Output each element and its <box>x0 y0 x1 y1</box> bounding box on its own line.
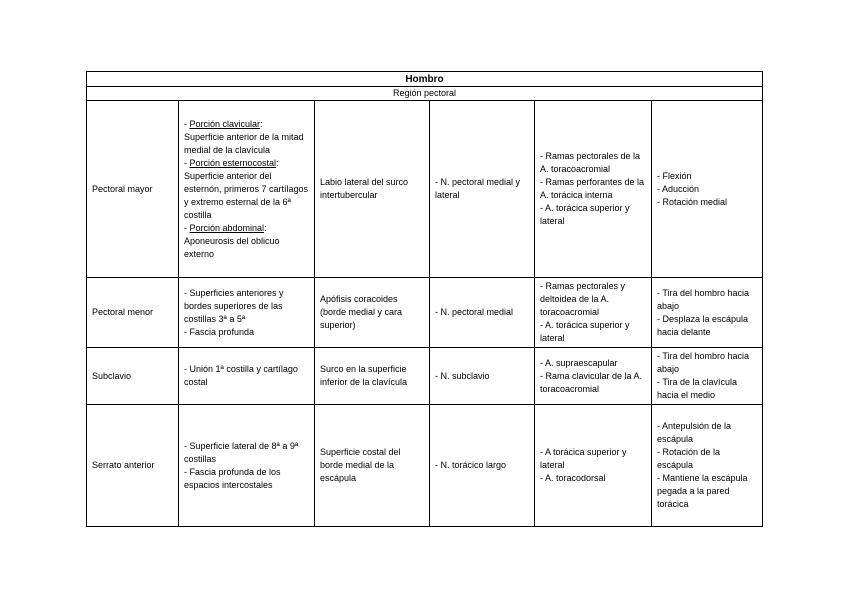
muscle-name-cell: Pectoral menor <box>87 278 179 348</box>
insertion-cell: Labio lateral del surco intertubercular <box>315 101 430 278</box>
insertion-cell: Apófisis coracoides (borde medial y cara superior) <box>315 278 430 348</box>
origin-part: - Porción esternocostal: Superficie anterior del esternón, primeros 7 cartílagos y extremo esternal de la 6ª costilla <box>184 157 309 220</box>
action-cell: - Flexión - Aducción - Rotación medial <box>652 101 763 278</box>
origin-cell: - Superficie lateral de 8ª a 9ª costillas - Fascia profunda de los espacios intercostales <box>179 405 315 527</box>
origin-part: - Porción abdominal: Aponeurosis del oblicuo externo <box>184 222 280 259</box>
nerve-cell: - N. subclavio <box>430 348 535 405</box>
table-title: Hombro <box>87 72 763 87</box>
origin-cell: - Unión 1ª costilla y cartílago costal <box>179 348 315 405</box>
muscle-name-cell: Subclavio <box>87 348 179 405</box>
action-cell: - Tira del hombro hacia abajo - Tira de la clavícula hacia el medio <box>652 348 763 405</box>
insertion-cell: Superficie costal del borde medial de la escápula <box>315 405 430 527</box>
table-subtitle: Región pectoral <box>87 87 763 101</box>
origin-part-label: Porción esternocostal <box>189 157 277 168</box>
table-row <box>87 348 763 405</box>
artery-cell: - A torácica superior y lateral - A. toracodorsal <box>535 405 652 527</box>
muscle-name-cell: Serrato anterior <box>87 405 179 527</box>
origin-part: - Porción clavicular: Superficie anterior de la mitad medial de la clavícula <box>184 118 304 155</box>
artery-cell: - A. supraescapular - Rama clavicular de la A. toracoacromial <box>535 348 652 405</box>
nerve-cell: - N. pectoral medial y lateral <box>430 101 535 278</box>
shoulder-muscle-table <box>86 71 763 527</box>
origin-cell: - Superficies anteriores y bordes superiores de las costillas 3ª a 5ª - Fascia profunda <box>179 278 315 348</box>
table-row <box>87 278 763 348</box>
origin-cell <box>179 101 315 278</box>
action-cell: - Tira del hombro hacia abajo - Desplaza la escápula hacia delante <box>652 278 763 348</box>
artery-cell: - Ramas pectorales y deltoidea de la A. toracoacromial - A. torácica superior y lateral <box>535 278 652 348</box>
action-cell: - Antepulsión de la escápula - Rotación de la escápula - Mantiene la escápula pegada a la pared torácica <box>652 405 763 527</box>
artery-cell: - Ramas pectorales de la A. toracoacromial - Ramas perforantes de la A. torácica interna - A. torácica superior y lateral <box>535 101 652 278</box>
table-row <box>87 101 763 278</box>
origin-part-label: Porción clavicular <box>189 118 261 129</box>
nerve-cell: - N. pectoral medial <box>430 278 535 348</box>
nerve-cell: - N. torácico largo <box>430 405 535 527</box>
origin-part-label: Porción abdominal <box>189 222 265 233</box>
insertion-cell: Surco en la superficie inferior de la clavícula <box>315 348 430 405</box>
muscle-name-cell: Pectoral mayor <box>87 101 179 278</box>
table-row <box>87 405 763 527</box>
